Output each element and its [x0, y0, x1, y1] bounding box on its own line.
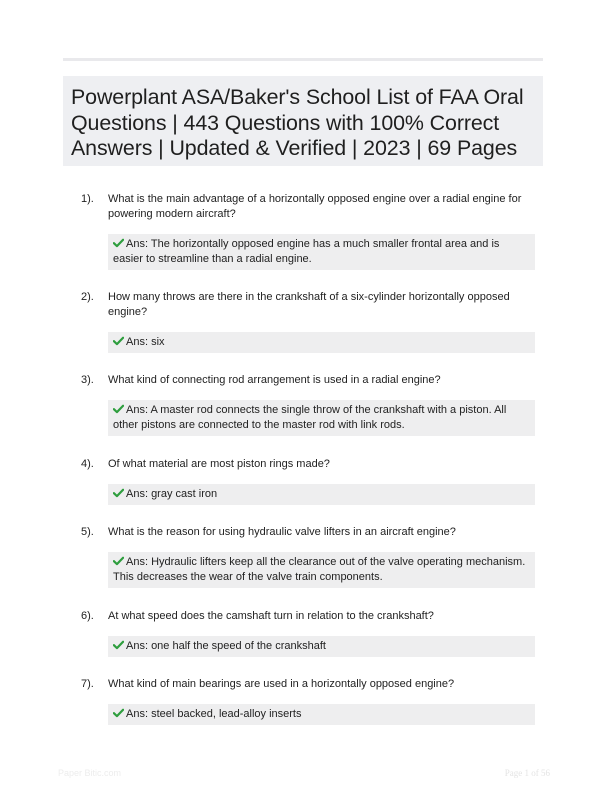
answer-text: Ans: The horizontally opposed engine has a much smaller frontal area and is easier to streamline than a radial engine. — [113, 238, 500, 265]
answer-text: Ans: one half the speed of the crankshaft — [126, 640, 326, 652]
question-item — [81, 373, 541, 436]
page-number: Page 1 of 56 — [504, 768, 550, 778]
question-item — [81, 525, 541, 588]
answer-text: Ans: A master rod connects the single throw of the crankshaft with a piston. All other pistons are connected to the master rod with link rods. — [113, 404, 507, 431]
answer-text: Ans: Hydraulic lifters keep all the clearance out of the valve operating mechanism. This decreases the wear of the valve train components. — [113, 556, 526, 583]
answer-box — [108, 332, 535, 353]
check-icon — [113, 488, 124, 498]
answer-box — [108, 484, 535, 505]
question-text: At what speed does the camshaft turn in relation to the crankshaft? — [108, 610, 434, 622]
answer-text: Ans: six — [126, 336, 165, 348]
question-text: What kind of main bearings are used in a horizontally opposed engine? — [108, 678, 455, 690]
answer-box — [108, 704, 535, 725]
footer-watermark: Paper Bitic.com — [58, 768, 122, 778]
answer-text: Ans: gray cast iron — [126, 488, 218, 500]
page-title: Powerplant ASA/Baker's School List of FAA Oral Questions | 443 Questions with 100% Correct Answers | Updated & Verified | 2023 | 69 Pages — [71, 85, 524, 160]
top-divider — [63, 58, 543, 61]
question-number: 5). — [81, 526, 94, 538]
question-number: 2). — [81, 291, 94, 303]
question-number: 1). — [81, 193, 94, 205]
answer-box — [108, 552, 535, 588]
question-item — [81, 457, 541, 505]
answer-box — [108, 400, 535, 436]
question-item — [81, 192, 541, 270]
question-number: 7). — [81, 678, 94, 690]
question-text: Of what material are most piston rings made? — [108, 458, 330, 470]
question-number: 6). — [81, 610, 94, 622]
check-icon — [113, 708, 124, 718]
check-icon — [113, 238, 124, 248]
question-number: 4). — [81, 458, 94, 470]
answer-box — [108, 636, 535, 657]
check-icon — [113, 640, 124, 650]
title-box — [63, 76, 543, 166]
question-number: 3). — [81, 374, 94, 386]
check-icon — [113, 404, 124, 414]
question-item — [81, 609, 541, 657]
check-icon — [113, 336, 124, 346]
question-text: What is the main advantage of a horizontally opposed engine over a radial engine for powering modern aircraft? — [108, 193, 522, 220]
question-text: How many throws are there in the crankshaft of a six-cylinder horizontally opposed engine? — [108, 291, 510, 318]
question-item — [81, 290, 541, 353]
question-text: What is the reason for using hydraulic valve lifters in an aircraft engine? — [108, 526, 456, 538]
answer-text: Ans: steel backed, lead-alloy inserts — [126, 708, 302, 720]
answer-box — [108, 234, 535, 270]
question-text: What kind of connecting rod arrangement is used in a radial engine? — [108, 374, 441, 386]
question-item — [81, 677, 541, 725]
check-icon — [113, 556, 124, 566]
